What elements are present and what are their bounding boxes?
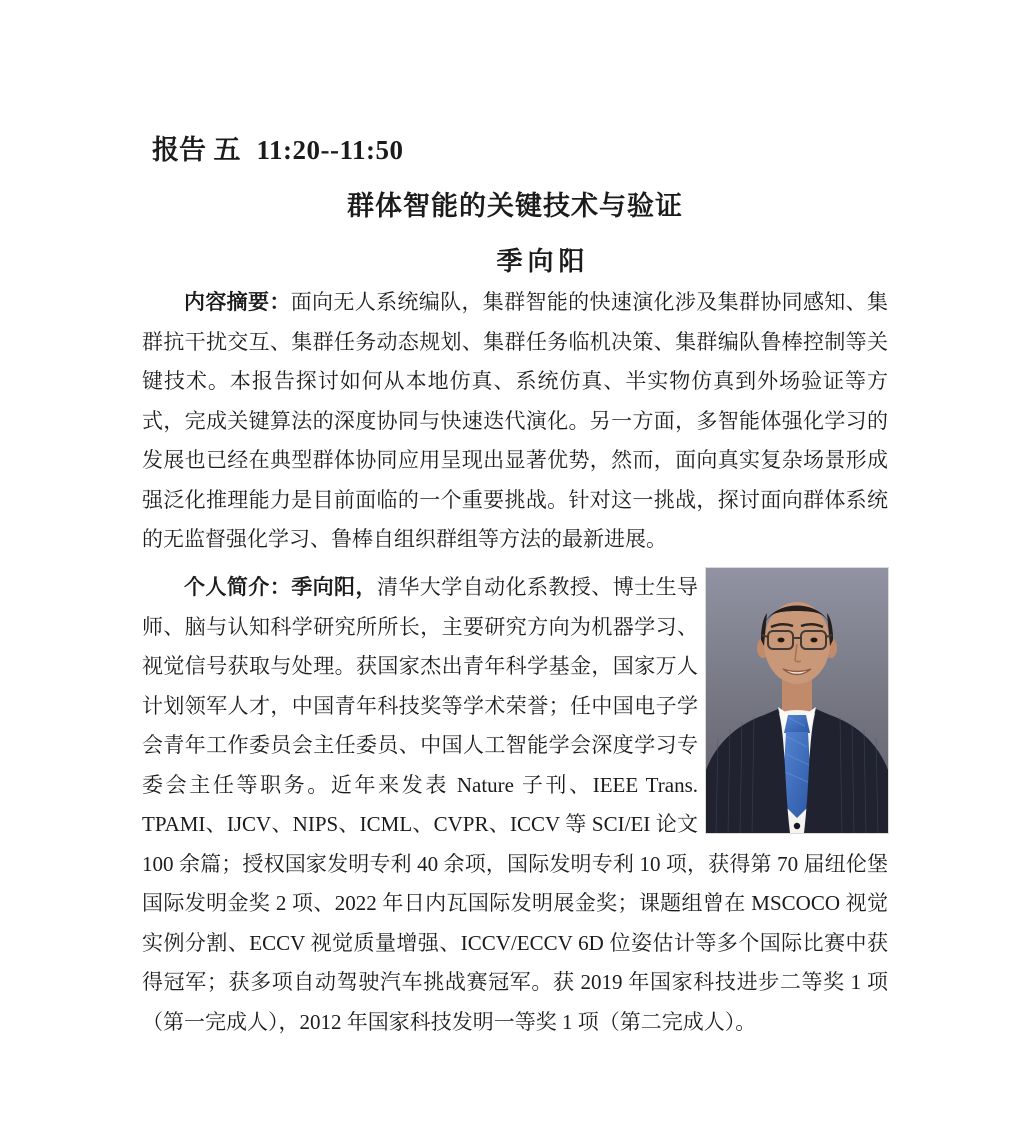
report-header <box>152 128 404 167</box>
portrait-illustration <box>706 568 888 833</box>
speaker-name: 季向阳 <box>496 246 590 276</box>
report-number-label: 报告 五 <box>152 135 241 165</box>
report-time: 11:20--11:50 <box>256 135 404 165</box>
bio-text: 清华大学自动化系教授、博士生导师、脑与认知科学研究所所长，主要研究方向为机器学习、视觉信号获取与处理。获国家杰出青年科学基金，国家万人计划领军人才，中国青年科技奖等学术荣誉；任中国电子学会青年工作委员会主任委员、中国人工智能学会深度学习专委会主任等职务。近年来发表 Nature 子刊、IEEE Trans. TPAMI、IJCV、NIPS、ICML、CVPR、ICCV 等 SCI/EI 论文 100 余篇；授权国家发明专利 40 余项，国际发明专利 10 项，获得第 70 届纽伦堡国际发明金奖 2 项、2022 年日内瓦国际发明展金奖；课题组曾在 MSCOCO 视觉实例分割、ECCV 视觉质量增强、ICCV/ECCV 6D 位姿估计等多个国际比赛中获得冠军；获多项自动驾驶汽车挑战赛冠军。获 2019 年国家科技进步二等奖 1 项（第一完成人），2012 年国家科技发明一等奖 1 项（第二完成人）。 <box>142 575 888 1034</box>
abstract-label: 内容摘要： <box>184 290 291 314</box>
bio-label: 个人简介： <box>184 575 292 599</box>
bio-speaker-name: 季向阳， <box>291 575 377 599</box>
talk-title: 群体智能的关键技术与验证 <box>347 191 683 221</box>
abstract-text: 面向无人系统编队，集群智能的快速演化涉及集群协同感知、集群抗干扰交互、集群任务动态规划、集群任务临机决策、集群编队鲁棒控制等关键技术。本报告探讨如何从本地仿真、系统仿真、半实物仿真到外场验证等方式，完成关键算法的深度协同与快速迭代演化。另一方面，多智能体强化学习的发展也已经在典型群体协同应用呈现出显著优势，然而，面向真实复杂场景形成强泛化推理能力是目前面临的一个重要挑战。针对这一挑战，探讨面向群体系统的无监督强化学习、鲁棒自组织群组等方法的最新进展。 <box>142 290 888 551</box>
speaker-portrait-photo <box>706 568 888 833</box>
bio-section <box>142 568 888 1042</box>
abstract-paragraph <box>142 283 888 560</box>
